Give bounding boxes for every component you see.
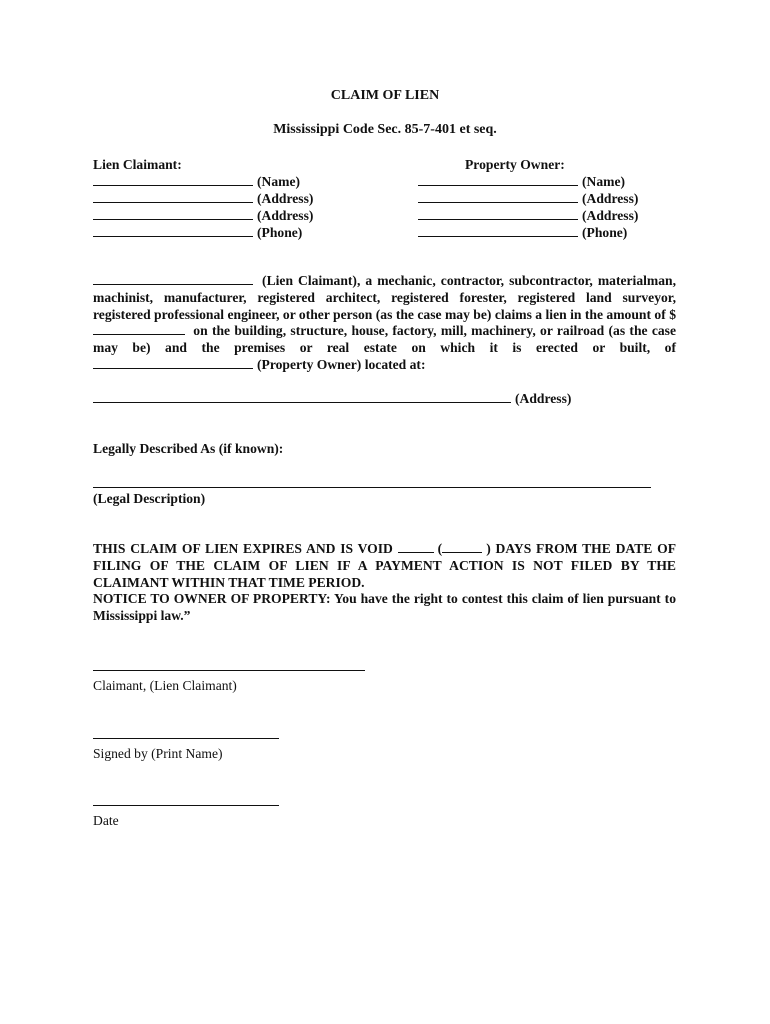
property-owner-block (418, 156, 638, 241)
document-subtitle: Mississippi Code Sec. 85-7-401 et seq. (273, 122, 497, 137)
lien-claimant-block (93, 156, 313, 241)
lien-statement-paragraph: (Lien Claimant), a mechanic, contractor, subcontractor, materialman, machinist, manufacturer, registered architect, registered forester, registered land surveyor, registered professional engineer, or other person (as the case may be) claims a lien in the amount of $ on the building, structure, house, factory, mill, machinery, or railroad (as the case may be) and the premises or real estate on which it is erected or built, of (Property Owner) located at: (93, 273, 676, 372)
lien-claimant-heading: Lien Claimant: (93, 157, 182, 172)
owner-name-field: (Name) (418, 173, 638, 190)
print-name-label: Signed by (Print Name) (93, 746, 223, 761)
owner-address-field: (Address) (418, 190, 638, 207)
legal-description-blank[interactable] (93, 476, 651, 488)
lien-claimant-blank[interactable] (93, 273, 253, 285)
blank-line[interactable] (418, 225, 578, 237)
owner-notice: NOTICE TO OWNER OF PROPERTY: You have the right to contest this claim of lien pursuant to Mississippi law.” (93, 591, 676, 624)
claimant-phone-field: (Phone) (93, 224, 313, 241)
document-title: CLAIM OF LIEN (330, 88, 440, 103)
legal-description-label: (Legal Description) (93, 491, 206, 506)
legal-description-heading: Legally Described As (if known): (93, 441, 284, 456)
blank-line[interactable] (418, 208, 578, 220)
days-words-blank[interactable] (442, 541, 482, 553)
date-line[interactable] (93, 805, 279, 806)
print-name-block (93, 738, 279, 762)
print-name-line[interactable] (93, 738, 279, 739)
blank-line[interactable] (418, 174, 578, 186)
blank-line[interactable] (93, 174, 253, 186)
property-owner-blank[interactable] (93, 357, 253, 369)
blank-line[interactable] (418, 191, 578, 203)
claimant-name-field: (Name) (93, 173, 313, 190)
claimant-signature-block (93, 670, 365, 694)
date-label: Date (93, 813, 119, 828)
claimant-address-field: (Address) (93, 190, 313, 207)
days-blank[interactable] (398, 541, 434, 553)
owner-phone-field: (Phone) (418, 224, 638, 241)
claimant-signature-label: Claimant, (Lien Claimant) (93, 678, 237, 693)
address-blank[interactable] (93, 391, 511, 403)
claimant-address2-field: (Address) (93, 207, 313, 224)
date-block (93, 805, 279, 829)
expiration-notice: THIS CLAIM OF LIEN EXPIRES AND IS VOID ( ) DAYS FROM THE DATE OF FILING OF THE CLAIM OF LIEN IF A PAYMENT ACTION IS NOT FILED BY THE CLAIMANT WITHIN THAT TIME PERIOD. NOTICE TO OWNER OF PROPERTY: You have the right to contest this claim of lien pursuant to Mississippi law.” (93, 541, 677, 624)
blank-line[interactable] (93, 191, 253, 203)
owner-address2-field: (Address) (418, 207, 638, 224)
property-address-line: (Address) (93, 391, 676, 408)
amount-blank[interactable] (93, 323, 185, 335)
blank-line[interactable] (93, 208, 253, 220)
blank-line[interactable] (93, 225, 253, 237)
claimant-signature-line[interactable] (93, 670, 365, 671)
property-owner-heading: Property Owner: (465, 157, 565, 172)
